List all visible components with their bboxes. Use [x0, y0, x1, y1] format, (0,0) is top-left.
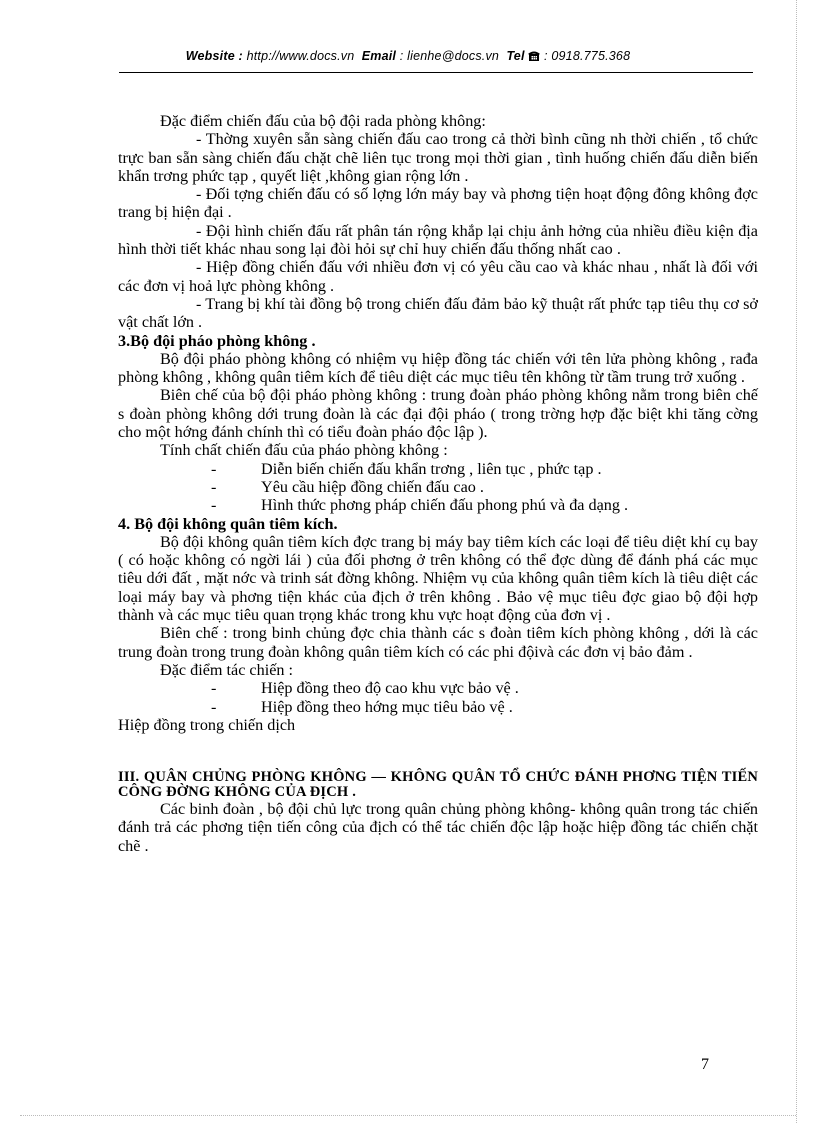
- list-dash: -: [211, 477, 217, 496]
- tel-label: Tel: [506, 49, 525, 63]
- paragraph: Đặc điểm tác chiến :: [160, 660, 294, 679]
- paragraph: - Đối tợng chiến đấu có số lợng lớn máy bay và phơng tiện hoạt động đông không đợc trang bị hiện đại .: [118, 185, 758, 222]
- phone-icon: [528, 49, 544, 63]
- section-heading: 3.Bộ đội pháo phòng không .: [118, 331, 316, 350]
- page-right-border: [796, 0, 797, 1123]
- paragraph: Hiệp đồng trong chiến dịch: [118, 715, 296, 734]
- website-label: Website :: [185, 49, 243, 63]
- list-item: [211, 460, 758, 478]
- tel-value: : 0918.775.368: [544, 49, 631, 63]
- list-item-text: Diễn biến chiến đấu khẩn trơng , liên tục , phức tạp .: [261, 459, 602, 478]
- email-link[interactable]: : lienhe@docs.vn: [399, 49, 500, 63]
- main-content: [118, 112, 758, 855]
- list-item: [211, 496, 758, 514]
- page-header: [0, 49, 816, 63]
- website-link[interactable]: http://www.docs.vn: [246, 49, 355, 63]
- paragraph: Tính chất chiến đấu của pháo phòng không :: [160, 441, 448, 460]
- list-item-text: Hiệp đồng theo hớng mục tiêu bảo vệ .: [261, 697, 513, 716]
- section-heading: 4. Bộ đội không quân tiêm kích.: [118, 514, 338, 533]
- list-dash: -: [211, 459, 217, 478]
- header-rule: [119, 72, 753, 73]
- paragraph: Biên chế của bộ đội pháo phòng không : trung đoàn pháo phòng không nằm trong biên chế s đoàn phòng không dới trung đoàn là các đại đội pháo ( trong trờng hợp đặc biệt khi tăng cờng cho một hớng đánh chính thì có tiểu đoàn pháo độc lập ).: [118, 386, 758, 442]
- list-dash: -: [211, 697, 217, 716]
- list-item-text: Hình thức phơng pháp chiến đấu phong phú và đa dạng .: [261, 496, 629, 515]
- list-item: [211, 679, 758, 697]
- paragraph: Đặc điểm chiến đấu của bộ đội rada phòng không:: [160, 112, 486, 130]
- list-dash: -: [211, 496, 217, 515]
- page-bottom-border: [20, 1115, 796, 1116]
- list-dash: -: [211, 679, 217, 698]
- list-item: [211, 478, 758, 496]
- paragraph: - Hiệp đồng chiến đấu với nhiều đơn vị có yêu cầu cao và khác nhau , nhất là đối với các đơn vị hoả lực phòng không .: [118, 258, 758, 295]
- paragraph: - Thờng xuyên sẵn sàng chiến đấu cao trong cả thời bình cũng nh thời chiến , tổ chức trực ban sẵn sàng chiến đấu chặt chẽ liên tục trong mọi thời gian , tình huống chiến đấu diễn biến khẩn trơng phức tạp , quyết liệt ,không gian rộng lớn .: [118, 130, 758, 185]
- spacer: [118, 734, 758, 770]
- page-number: 7: [701, 1056, 709, 1073]
- paragraph: Bộ đội không quân tiêm kích đợc trang bị máy bay tiêm kích các loại để tiêu diệt khí cụ bay ( có hoặc không có ngời lái ) của đối phơng ở trên không có thể đợc dùng để đánh phá các mục tiêu dới đất , mặt nớc và trinh sát đờng không. Nhiệm vụ của không quân tiêm kích là tiêu diệt các loại máy bay và phơng tiện khác của địch ở trên không . Bảo vệ mục tiêu đợc giao bộ đội hợp thành và các mục tiêu quan trọng khác trong khu vực hoạt động của đơn vị .: [118, 532, 758, 625]
- list-item-text: Yêu cầu hiệp đồng chiến đấu cao .: [261, 477, 484, 496]
- list-item-text: Hiệp đồng theo độ cao khu vực bảo vệ .: [261, 679, 519, 698]
- paragraph: Các binh đoàn , bộ đội chủ lực trong quân chủng phòng không- không quân trong tác chiến đánh trả các phơng tiện tiến công của địch có thể tác chiến độc lập hoặc hiệp đồng tác chiến chặt chẽ .: [118, 800, 758, 855]
- paragraph: - Trang bị khí tài đồng bộ trong chiến đấu đảm bảo kỹ thuật rất phức tạp tiêu thụ cơ sở vật chất lớn .: [118, 294, 758, 332]
- paragraph: Biên chế : trong binh chủng đợc chia thành các s đoàn tiêm kích phòng không , dới là các trung đoàn trong trung đoàn không quân tiêm kích có các phi độivà các đơn vị bảo đảm .: [118, 624, 758, 661]
- paragraph: - Đội hình chiến đấu rất phân tán rộng khắp lại chịu ảnh hởng của nhiều điều kiện địa hình thời tiết khác nhau song lại đòi hỏi sự chỉ huy chiến đấu thống nhất cao .: [118, 221, 758, 259]
- email-label: Email: [361, 49, 397, 63]
- chapter-heading: III. QUÂN CHỦNG PHÒNG KHÔNG — KHÔNG QUÂN TỔ CHỨC ĐÁNH PHƠNG TIỆN TIẾN CÔNG ĐỜNG KHÔNG CỦA ĐỊCH .: [118, 769, 758, 801]
- paragraph: Bộ đội pháo phòng không có nhiệm vụ hiệp đồng tác chiến với tên lửa phòng không , rađa phòng không , không quân tiêm kích để tiêu diệt các mục tiêu tên không từ tầm trung trở xuống .: [118, 349, 758, 387]
- list-item: [211, 698, 758, 716]
